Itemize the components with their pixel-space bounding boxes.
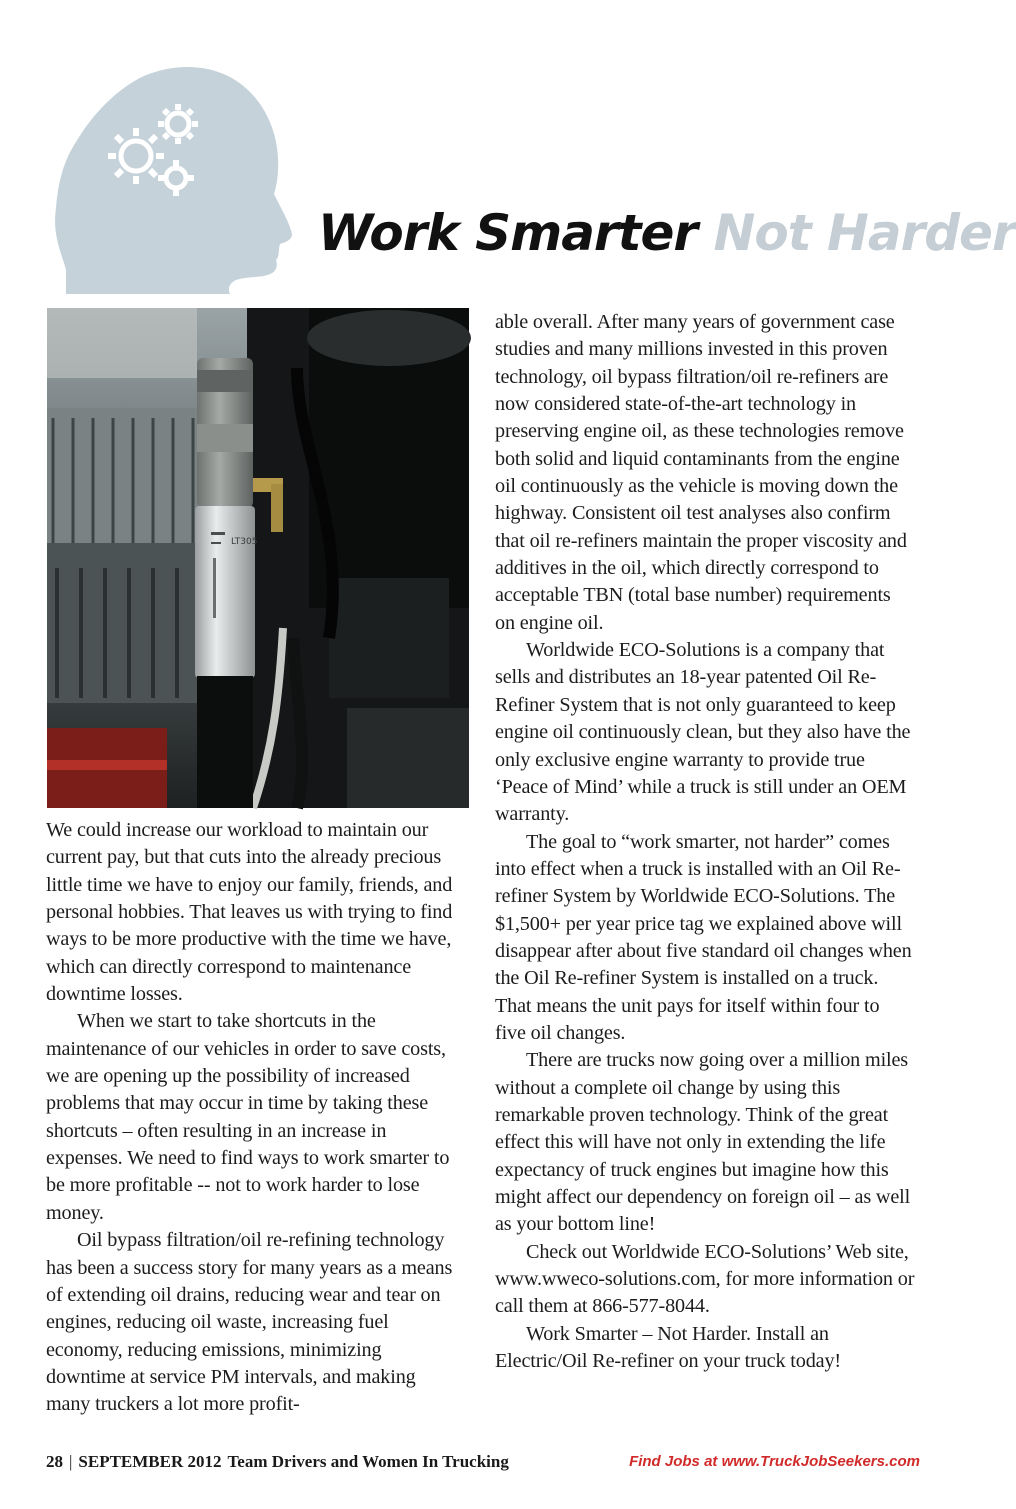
- article-title: [318, 204, 1016, 262]
- title-light: Not Harder: [713, 204, 1016, 262]
- paragraph: When we start to take shortcuts in the maintenance of our vehicles in order to save costs, we are opening up the possibility of increased problems that may occur in time by taking these shortcuts – often resulting in an increase in expenses. We need to find ways to work smarter to be more profitable -- not to work harder to lose money.: [46, 1010, 450, 1224]
- paragraph: able overall. After many years of government case studies and many millions invested in this proven technology, oil bypass filtration/oil re-refiners are now considered state-of-the-art technology in preserving engine oil, as these technologies remove both solid and liquid contaminants from the engine oil continuously as the vehicle is moving down the highway. Consistent oil test analyses also confirm that oil re-refiners maintain the proper viscosity and additives in the oil, which directly correspond to acceptable TBN (total base number) requirements on engine oil.: [495, 311, 907, 634]
- paragraph: Work Smarter – Not Harder. Install an Electric/Oil Re-refiner on your truck today!: [495, 1322, 841, 1373]
- footer-info: [46, 1452, 509, 1472]
- footer-separator: |: [69, 1452, 73, 1471]
- page-footer: [46, 1452, 920, 1478]
- issue-date: SEPTEMBER 2012: [78, 1452, 222, 1471]
- article-header: [52, 58, 1016, 294]
- paragraph: Oil bypass filtration/oil re-refining technology has been a success story for many years as a means of extending oil drains, reducing wear and tear on engines, reducing oil waste, increasing fuel economy, reducing emissions, minimizing downtime at service PM intervals, and making many truckers a lot more profit-: [46, 1229, 453, 1416]
- head-gears-icon: [52, 58, 292, 294]
- magazine-name: Team Drivers and Women In Trucking: [227, 1452, 509, 1471]
- jobs-link[interactable]: Find Jobs at www.TruckJobSeekers.com: [629, 1453, 920, 1470]
- title-dark: Work Smarter: [318, 204, 698, 262]
- filter-label: LT305: [231, 537, 258, 547]
- page-number: 28: [46, 1452, 63, 1471]
- right-column: [495, 309, 915, 1375]
- left-column: [46, 817, 460, 1419]
- paragraph: Worldwide ECO-Solutions is a company that sells and distributes an 18-year patented Oil Re-Refiner System that is not only guaranteed to keep engine oil continuously clean, but they also have the only exclusive engine warranty to provide true ‘Peace of Mind’ while a truck is still under an OEM warranty.: [495, 639, 911, 826]
- paragraph: We could increase our workload to maintain our current pay, but that cuts into the already precious little time we have to enjoy our family, friends, and personal hobbies. That leaves us with trying to find ways to be more productive with the time we have, which can directly correspond to maintenance downtime losses.: [46, 819, 453, 1006]
- paragraph: Check out Worldwide ECO-Solutions’ Web site, www.wweco-solutions.com, for more information or call them at 866-577-8044.: [495, 1240, 915, 1318]
- paragraph: There are trucks now going over a million miles without a complete oil change by using this remarkable proven technology. Think of the great effect this will have not only in extending the life expectancy of truck engines but imagine how this might affect our dependency on foreign oil – as well as your bottom line!: [495, 1049, 911, 1236]
- oil-refiner-photo: [47, 308, 469, 808]
- paragraph: The goal to “work smarter, not harder” comes into effect when a truck is installed with an Oil Re-refiner System by Worldwide ECO-Solutions. The $1,500+ per year price tag we explained above will disappear after about five standard oil changes when the Oil Re-refiner System is installed on a truck. That means the unit pays for itself within four to five oil changes.: [495, 830, 912, 1044]
